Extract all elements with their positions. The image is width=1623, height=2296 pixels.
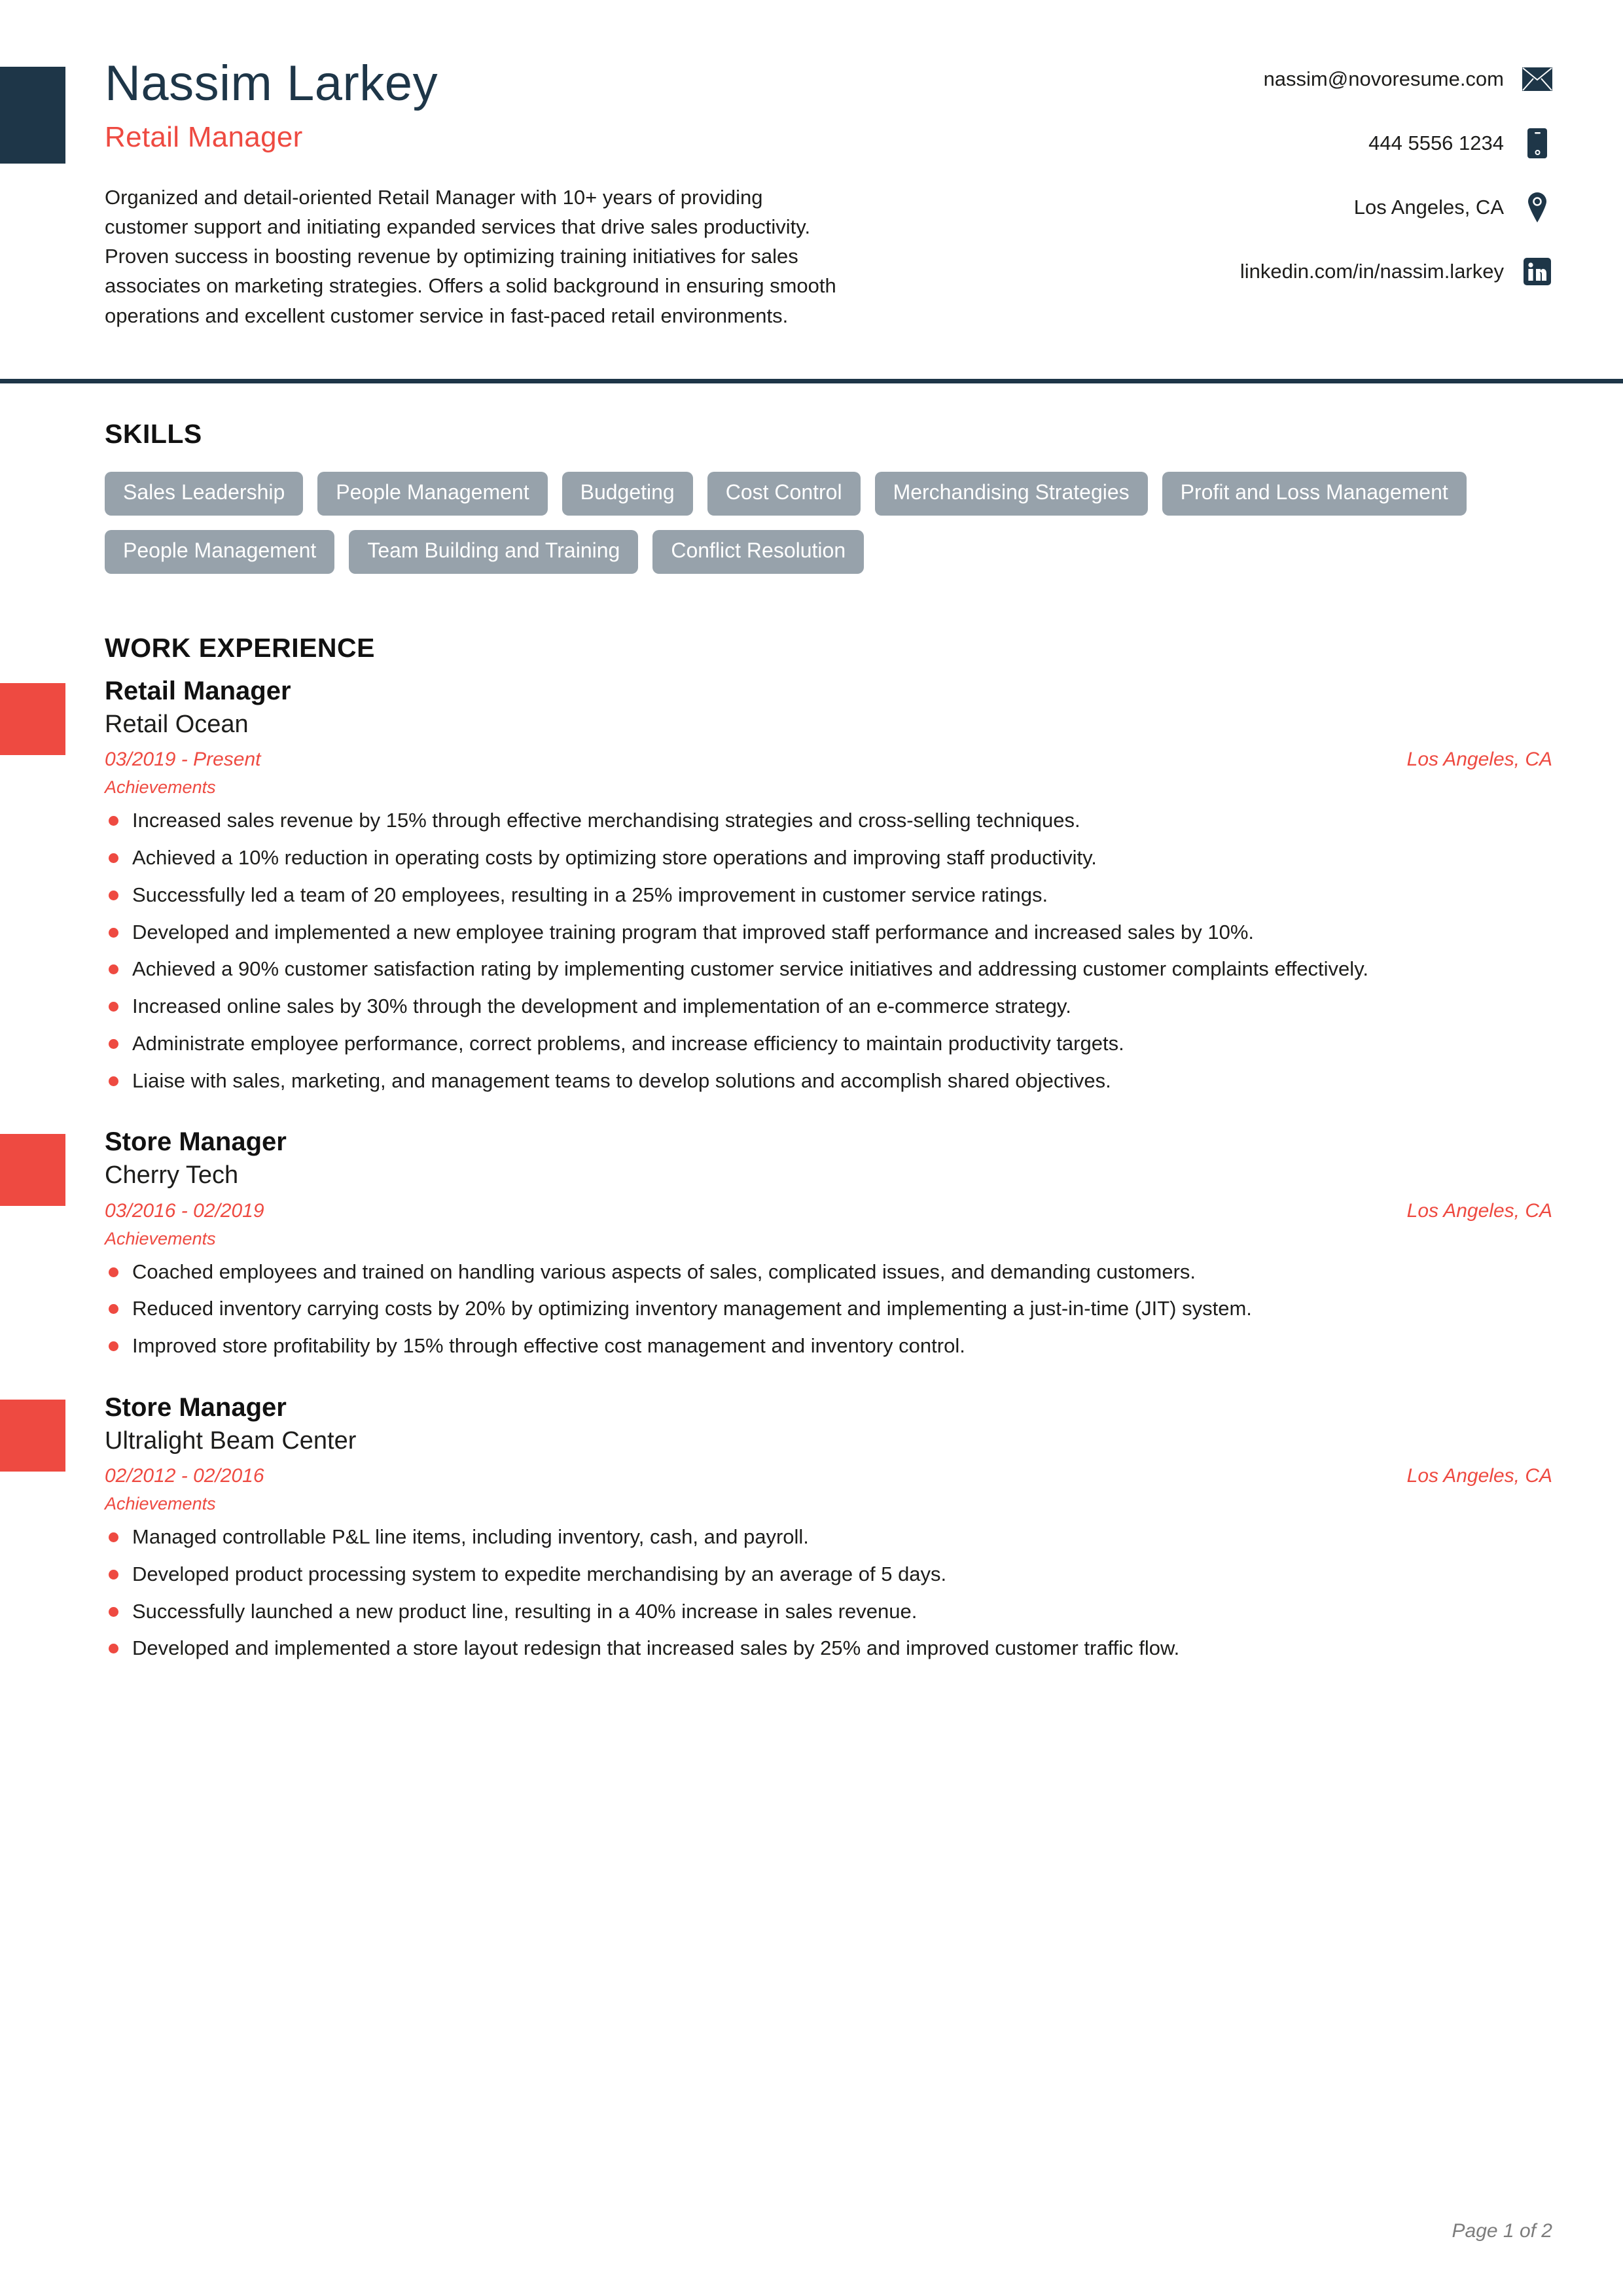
job-bullet: Successfully launched a new product line, resulting in a 40% increase in sales revenue. [105,1598,1552,1626]
skill-tag[interactable]: People Management [317,472,547,516]
job-bullet: Developed and implemented a store layout redesign that increased sales by 25% and improved customer traffic flow. [105,1634,1552,1663]
job-achievements-label: Achievements [105,777,216,798]
contact-row-email[interactable] [1094,64,1552,94]
job-position: Store Manager [105,1127,287,1157]
job-meta [105,1465,1552,1487]
job-meta [105,749,1552,771]
contact-email-text: nassim@novoresume.com [1263,67,1504,90]
skill-tag[interactable]: Merchandising Strategies [875,472,1148,516]
skill-tag[interactable]: Conflict Resolution [652,530,864,574]
job-position: Store Manager [105,1392,287,1422]
job-bullet: Successfully led a team of 20 employees, resulting in a 25% improvement in customer service ratings. [105,881,1552,910]
job-bullet: Achieved a 90% customer satisfaction rating by implementing customer service initiatives and addressing customer complaints effectively. [105,955,1552,983]
contact-phone-text: 444 5556 1234 [1368,132,1504,154]
phone-icon [1522,128,1552,158]
work-experience-section [0,633,1623,1663]
work-experience-section-title: WORK EXPERIENCE [105,633,375,663]
job-bullet: Achieved a 10% reduction in operating costs by optimizing store operations and improving staff productivity. [105,844,1552,872]
work-experience-entry [105,1392,1552,1663]
header-divider [0,379,1623,383]
contact-linkedin-text: linkedin.com/in/nassim.larkey [1240,260,1504,283]
job-dates: 03/2019 - Present [105,749,261,771]
job-bullet: Reduced inventory carrying costs by 20% by optimizing inventory management and implementing a just-in-time (JIT) system. [105,1295,1552,1323]
job-meta [105,1200,1552,1222]
job-position: Retail Manager [105,677,291,706]
job-bullet: Coached employees and trained on handling various aspects of sales, complicated issues, and demanding customers. [105,1258,1552,1286]
linkedin-icon [1522,256,1552,287]
skill-tag[interactable]: Team Building and Training [349,530,638,574]
job-bullet: Developed product processing system to expedite merchandising by an average of 5 days. [105,1561,1552,1589]
work-experience-entry [105,675,1552,1095]
work-experience-entry [105,1126,1552,1360]
contact-location-text: Los Angeles, CA [1353,196,1504,219]
location-pin-icon [1522,192,1552,222]
contact-row-phone[interactable] [1094,128,1552,158]
job-red-accent-bar [0,683,65,755]
job-bullet: Increased sales revenue by 15% through effective merchandising strategies and cross-selling techniques. [105,807,1552,835]
job-bullet-list [105,807,1552,1095]
full-name: Nassim Larkey [105,56,438,111]
job-bullet: Liaise with sales, marketing, and management teams to develop solutions and accomplish shared objectives. [105,1067,1552,1095]
job-location: Los Angeles, CA [1406,1199,1552,1222]
header-navy-accent-bar [0,67,65,164]
skill-tag[interactable]: Profit and Loss Management [1162,472,1467,516]
job-bullet: Increased online sales by 30% through the development and implementation of an e-commerce strategy. [105,993,1552,1021]
job-red-accent-bar [0,1134,65,1206]
job-achievements-label: Achievements [105,1494,216,1514]
job-location: Los Angeles, CA [1406,1465,1552,1487]
skills-section-title: SKILLS [105,418,202,449]
job-company: Retail Ocean [105,710,249,738]
job-bullet-list [105,1523,1552,1663]
job-bullet-list [105,1258,1552,1360]
professional-summary: Organized and detail-oriented Retail Manager with 10+ years of providing customer support and initiating expanded services that drive sales productivity. Proven success in boosting revenue by optimizing training initiatives for sales associates on marketing strategies. Offers a solid background in ensuring smooth operations and excellent customer service in fast-paced retail environments. [105,185,836,327]
contact-row-linkedin[interactable] [1094,256,1552,287]
job-bullet: Administrate employee performance, correct problems, and increase efficiency to maintain productivity targets. [105,1030,1552,1058]
job-title: Retail Manager [105,120,303,153]
job-bullet: Developed and implemented a new employee training program that improved staff performance and increased sales by 10%. [105,919,1552,947]
job-bullet: Improved store profitability by 15% through effective cost management and inventory control. [105,1332,1552,1360]
job-company: Cherry Tech [105,1161,239,1190]
envelope-icon [1522,64,1552,94]
job-dates: 03/2016 - 02/2019 [105,1199,264,1222]
skill-tag[interactable]: Cost Control [707,472,861,516]
skill-tag[interactable]: People Management [105,530,334,574]
skills-section [0,419,1623,574]
job-red-accent-bar [0,1400,65,1472]
job-bullet: Managed controllable P&L line items, including inventory, cash, and payroll. [105,1523,1552,1551]
job-dates: 02/2012 - 02/2016 [105,1465,264,1487]
resume-header [0,0,1623,383]
job-achievements-label: Achievements [105,1228,216,1248]
contact-list [1094,58,1552,287]
header-identity-block [105,58,975,330]
job-location: Los Angeles, CA [1406,749,1552,771]
page-footer: Page 1 of 2 [1452,2220,1552,2242]
skill-tag[interactable]: Sales Leadership [105,472,303,516]
skill-tag[interactable]: Budgeting [562,472,693,516]
contact-row-location[interactable] [1094,192,1552,222]
job-company: Ultralight Beam Center [105,1426,357,1455]
skill-tag-list [105,472,1492,574]
